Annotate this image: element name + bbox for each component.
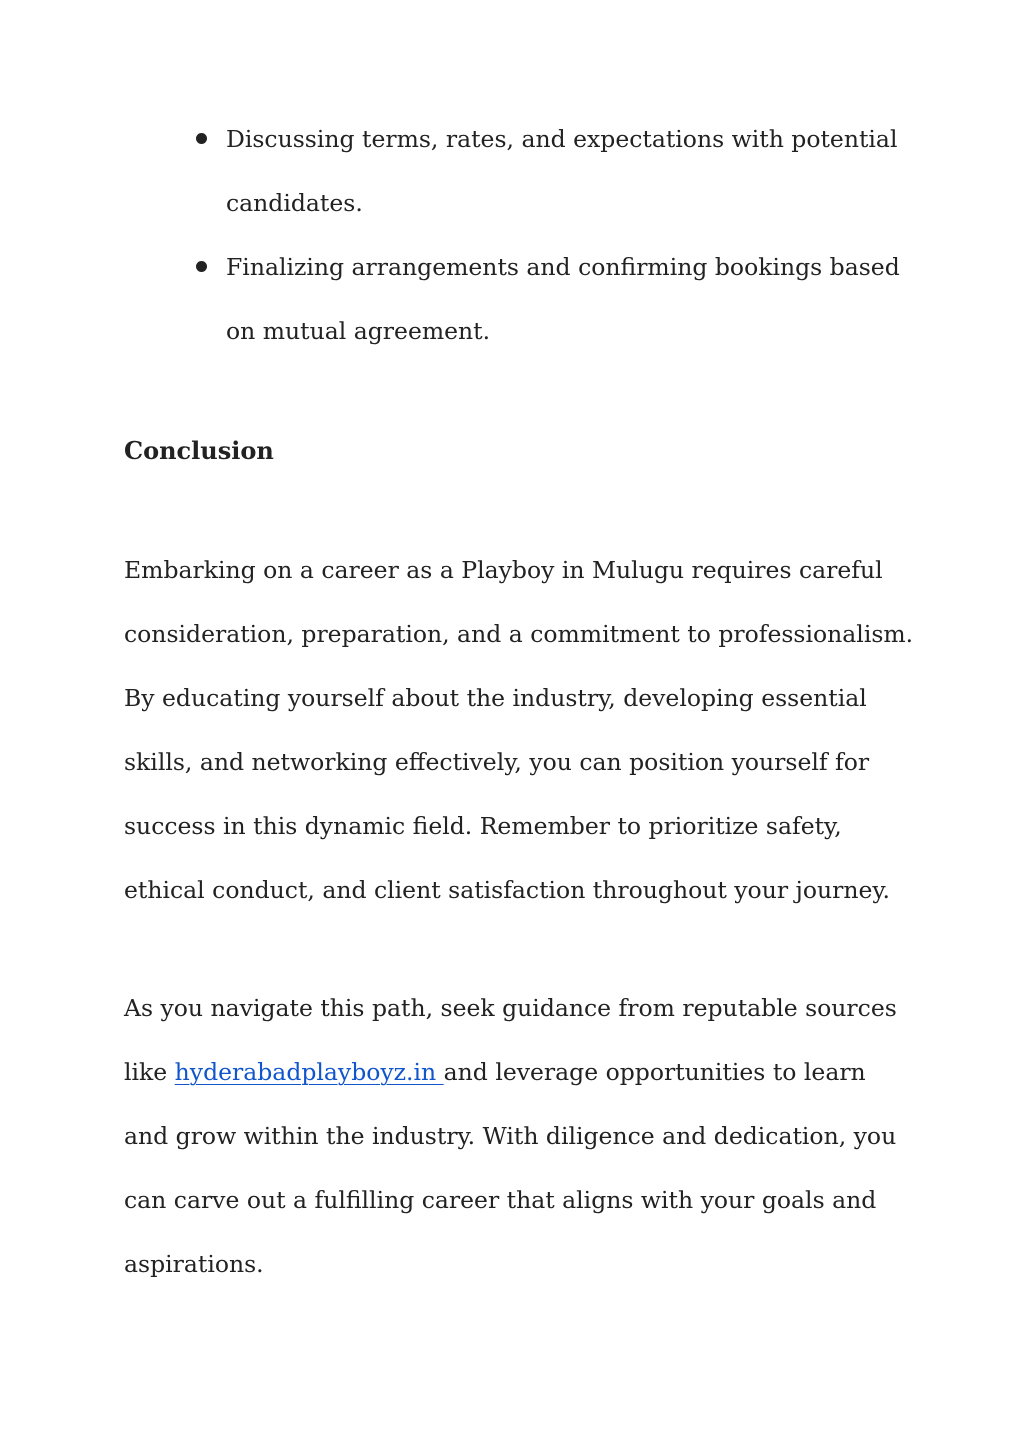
guidance-text-before: As you navigate this path, seek guidance from reputable sources like xyxy=(124,994,897,1086)
guidance-text-after: and leverage opportunities to learn and grow within the industry. With diligence and dedication, you can carve out a fulfilling career that aligns with your goals and aspirations. xyxy=(124,1058,897,1278)
guidance-paragraph xyxy=(124,976,914,1296)
bullet-list xyxy=(124,107,924,363)
bullet-text: Finalizing arrangements and confirming bookings based on mutual agreement. xyxy=(226,253,900,345)
hyderabadplayboyz-link[interactable]: hyderabadplayboyz.in xyxy=(174,1058,444,1086)
bullet-text: Discussing terms, rates, and expectations with potential candidates. xyxy=(226,125,898,217)
list-item xyxy=(124,107,924,235)
bullet-icon xyxy=(196,133,207,144)
conclusion-heading: Conclusion xyxy=(124,436,274,465)
bullet-icon xyxy=(196,261,207,272)
list-item xyxy=(124,235,924,363)
conclusion-paragraph: Embarking on a career as a Playboy in Mulugu requires careful consideration, preparation, and a commitment to professionalism. By educating yourself about the industry, developing essential skills, and networking effectively, you can position yourself for success in this dynamic field. Remember to prioritize safety, ethical conduct, and client satisfaction throughout your journey. xyxy=(124,556,914,904)
